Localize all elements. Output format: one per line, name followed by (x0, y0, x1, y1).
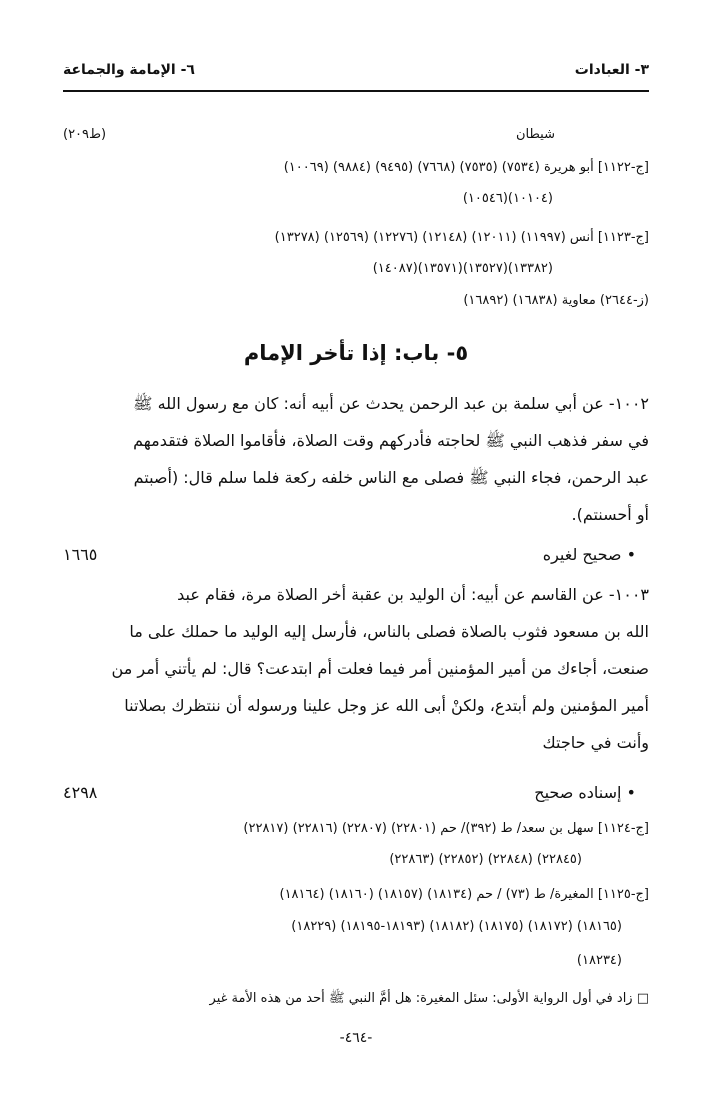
ref-line: (١٠١٠٤)(١٠٥٤٦) (462, 191, 553, 206)
hadith-number: ١٦٦٥ (63, 545, 98, 564)
header-rule (63, 90, 649, 92)
ref-shaytan-number: (ط٢٠٩) (63, 127, 107, 142)
hadith-text-line: ١٠٠٢- عن أبي سلمة بن عبد الرحمن يحدث عن أبيه أنه: كان مع رسول الله ﷺ (133, 394, 649, 413)
hadith-number: ٤٢٩٨ (63, 783, 98, 802)
hadith-grade: • إسناده صحيح (534, 783, 636, 802)
note-line: □ زاد في أول الرواية الأولى: سئل المغيرة: هل أمَّ النبي ﷺ أحد من هذه الأمة غير (209, 991, 649, 1006)
hadith-grade: • صحيح لغيره (542, 545, 636, 564)
ref-shaytan-label: شيطان (516, 127, 555, 142)
hadith-text-line: أمير المؤمنين ولم أبتدع، ولكنْ أبى الله عز وجل علينا ورسوله أن ننتظرك بصلاتنا (124, 696, 649, 715)
hadith-text-line: الله بن مسعود فثوب بالصلاة فصلى بالناس، فأرسل إليه الوليد ما حملك على ما (129, 622, 649, 641)
hadith-text-line: في سفر فذهب النبي ﷺ لحاجته فأدركهم وقت الصلاة، فأقاموا الصلاة فتقدمهم (133, 431, 649, 450)
ref-line: (١٨٢٣٤) (576, 953, 622, 968)
ref-line: (ز-٢٦٤٤) معاوية (١٦٨٣٨) (١٦٨٩٢) (463, 293, 649, 308)
ref-line: [ج-١١٢٥] المغيرة/ ط (٧٣) / حم (١٨١٣٤) (١٨١٥٧) (١٨١٦٠) (١٨١٦٤) (279, 887, 649, 902)
hadith-text-line: صنعت، أجاءك من أمير المؤمنين أمر فيما فعلت أم ابتدعت؟ قال: لم يأتني أمر من (111, 659, 649, 678)
hadith-text-line: عبد الرحمن، فجاء النبي ﷺ فصلى مع الناس خلفه ركعة فلما سلم قال: (أصبتم (133, 468, 649, 487)
ref-line: [ج-١١٢٢] أبو هريرة (٧٥٣٤) (٧٥٣٥) (٧٦٦٨) (٩٤٩٥) (٩٨٨٤) (١٠٠٦٩) (283, 160, 649, 175)
ref-line: (١٨١٦٥) (١٨١٧٢) (١٨١٧٥) (١٨١٨٢) (١٨١٩٣-١٨١٩٥) (١٨٢٢٩) (291, 919, 622, 934)
ref-line: [ج-١١٢٣] أنس (١١٩٩٧) (١٢٠١١) (١٢١٤٨) (١٢٢٧٦) (١٢٥٦٩) (١٣٢٧٨) (274, 230, 649, 245)
ref-line: (٢٢٨٤٥) (٢٢٨٤٨) (٢٢٨٥٢) (٢٢٨٦٣) (389, 852, 582, 867)
ref-line: [ج-١١٢٤] سهل بن سعد/ ط (٣٩٢)/ حم (٢٢٨٠١) (٢٢٨٠٧) (٢٢٨١٦) (٢٢٨١٧) (243, 821, 649, 836)
hadith-text-line: وأنت في حاجتك (542, 733, 649, 752)
ref-line: (١٣٣٨٢)(١٣٥٢٧)(١٣٥٧١)(١٤٠٨٧) (372, 261, 553, 276)
chapter-heading: ٥- باب: إذا تأخر الإمام (243, 341, 469, 365)
running-header-book-section: ٣- العبادات (574, 62, 649, 78)
running-header-chapter: ٦- الإمامة والجماعة (63, 62, 195, 78)
hadith-text-line: أو أحسنتم). (571, 505, 649, 524)
hadith-text-line: ١٠٠٣- عن القاسم عن أبيه: أن الوليد بن عقبة أخر الصلاة مرة، فقام عبد (177, 585, 649, 604)
page-number: -٤٦٤- (339, 1030, 373, 1046)
